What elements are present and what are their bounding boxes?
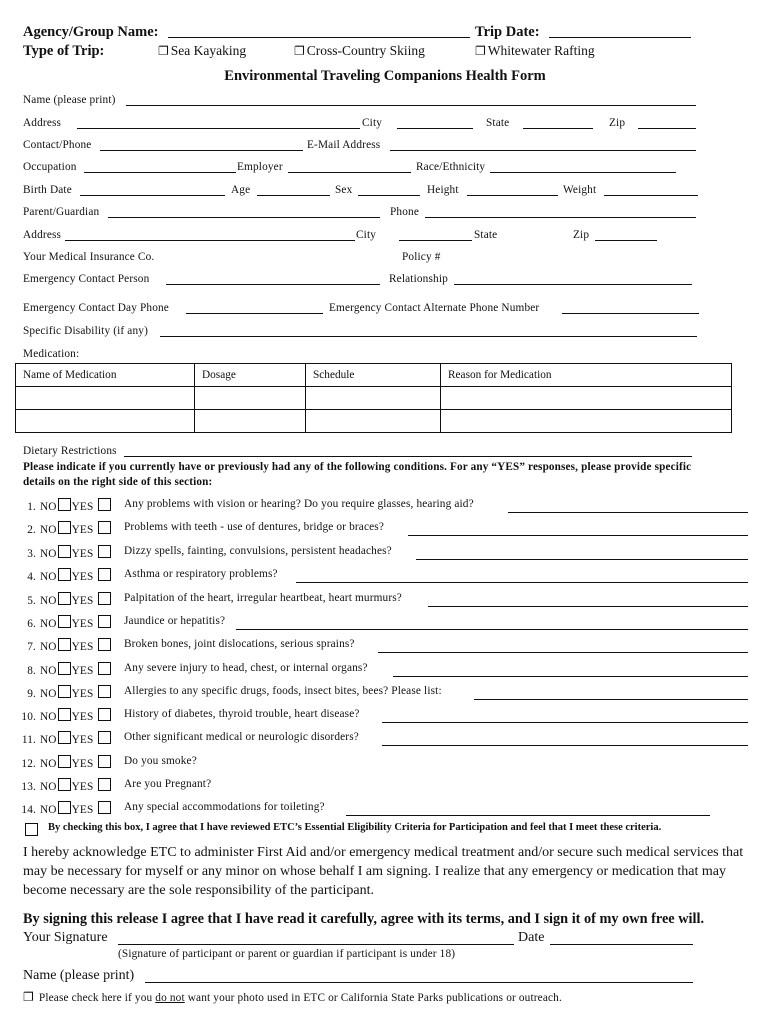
day-phone-field[interactable] — [186, 313, 323, 314]
parent-guardian-label: Parent/Guardian — [23, 206, 100, 218]
yes-label: YES — [71, 618, 94, 630]
question-number: 9. — [27, 688, 36, 700]
no-checkbox[interactable] — [58, 662, 71, 675]
condition-row — [18, 755, 112, 770]
no-checkbox[interactable] — [58, 708, 71, 721]
no-checkbox[interactable] — [58, 755, 71, 768]
emergency-contact-label: Emergency Contact Person — [23, 273, 150, 285]
condition-details-field[interactable] — [393, 676, 748, 677]
no-label: NO — [40, 524, 57, 536]
zip-label: Zip — [609, 117, 626, 129]
condition-question: Broken bones, joint dislocations, serious sprains? — [124, 638, 355, 650]
table-cell[interactable] — [195, 387, 306, 410]
eligibility-statement: By checking this box, I agree that I have reviewed ETC’s Essential Eligibility Criteria for Participation and feel that I meet these criteria. — [48, 822, 662, 833]
relationship-label: Relationship — [389, 273, 448, 285]
no-checkbox[interactable] — [58, 638, 71, 651]
condition-row — [18, 498, 112, 513]
checkbox-icon: ❐ — [158, 44, 169, 58]
yes-checkbox[interactable] — [98, 778, 111, 791]
sex-field[interactable] — [358, 195, 420, 196]
table-row — [16, 387, 732, 410]
no-checkbox[interactable] — [58, 615, 71, 628]
page-title: Environmental Traveling Companions Health Form — [224, 68, 546, 84]
signature-note: (Signature of participant or parent or guardian if participant is under 18) — [118, 948, 456, 960]
no-label: NO — [40, 618, 57, 630]
condition-question: Any problems with vision or hearing? Do you require glasses, hearing aid? — [124, 498, 474, 510]
condition-details-field[interactable] — [236, 629, 748, 630]
occupation-field[interactable] — [84, 172, 236, 173]
question-number: 5. — [27, 595, 36, 607]
question-number: 13. — [21, 781, 36, 793]
relationship-field[interactable] — [454, 284, 692, 285]
zip2-field[interactable] — [595, 240, 657, 241]
medication-label: Medication: — [23, 348, 80, 360]
yes-checkbox[interactable] — [98, 731, 111, 744]
phone-field[interactable] — [425, 217, 696, 218]
col-header-dosage: Dosage — [195, 364, 306, 387]
question-number: 6. — [27, 618, 36, 630]
no-checkbox[interactable] — [58, 801, 71, 814]
condition-row — [18, 568, 112, 583]
yes-checkbox[interactable] — [98, 615, 111, 628]
condition-question: Any special accommodations for toileting? — [124, 801, 325, 813]
date-label: Date — [518, 930, 545, 945]
birth-date-field[interactable] — [80, 195, 225, 196]
no-label: NO — [40, 571, 57, 583]
dietary-field[interactable] — [124, 456, 692, 457]
city2-field[interactable] — [399, 240, 472, 241]
no-label: NO — [40, 734, 57, 746]
condition-question: Any severe injury to head, chest, or internal organs? — [124, 662, 368, 674]
condition-row — [18, 545, 112, 560]
question-number: 1. — [27, 501, 36, 513]
yes-checkbox[interactable] — [98, 568, 111, 581]
no-label: NO — [40, 641, 57, 653]
yes-label: YES — [71, 804, 94, 816]
table-cell[interactable] — [16, 410, 195, 433]
address2-field[interactable] — [65, 240, 355, 241]
yes-label: YES — [71, 641, 94, 653]
no-checkbox[interactable] — [58, 778, 71, 791]
condition-row — [18, 685, 112, 700]
condition-details-field[interactable] — [508, 512, 748, 513]
condition-row — [18, 592, 112, 607]
question-number: 12. — [21, 758, 36, 770]
eligibility-checkbox[interactable] — [25, 822, 38, 840]
no-label: NO — [40, 501, 57, 513]
condition-question: Palpitation of the heart, irregular heartbeat, heart murmurs? — [124, 592, 402, 604]
yes-checkbox[interactable] — [98, 498, 111, 511]
condition-question: Are you Pregnant? — [124, 778, 212, 790]
disability-field[interactable] — [160, 336, 697, 337]
condition-row — [18, 778, 112, 793]
no-label: NO — [40, 595, 57, 607]
condition-question: Dizzy spells, fainting, convulsions, persistent headaches? — [124, 545, 392, 557]
email-label: E-Mail Address — [307, 139, 381, 151]
condition-details-field[interactable] — [296, 582, 748, 583]
photo-optout-do-not: do not — [155, 992, 185, 1004]
trip-option-cross-country-skiing[interactable]: ❐ Cross-Country Skiing — [294, 43, 425, 58]
condition-row — [18, 801, 112, 816]
signature-label: Your Signature — [23, 930, 108, 945]
no-checkbox[interactable] — [58, 592, 71, 605]
question-number: 10. — [21, 711, 36, 723]
trip-date-field[interactable] — [549, 37, 691, 38]
parent-guardian-field[interactable] — [108, 217, 380, 218]
no-label: NO — [40, 804, 57, 816]
no-checkbox[interactable] — [58, 568, 71, 581]
employer-field[interactable] — [288, 172, 411, 173]
no-label: NO — [40, 781, 57, 793]
no-label: NO — [40, 758, 57, 770]
dietary-label: Dietary Restrictions — [23, 445, 117, 457]
insurance-label: Your Medical Insurance Co. — [23, 251, 155, 263]
yes-label: YES — [71, 758, 94, 770]
contact-phone-field[interactable] — [100, 150, 303, 151]
yes-label: YES — [71, 734, 94, 746]
condition-details-field[interactable] — [474, 699, 748, 700]
zip2-label: Zip — [573, 229, 590, 241]
city2-label: City — [356, 229, 377, 241]
disability-label: Specific Disability (if any) — [23, 325, 148, 337]
table-cell[interactable] — [306, 387, 441, 410]
yes-label: YES — [71, 524, 94, 536]
email-field[interactable] — [390, 150, 696, 151]
occupation-label: Occupation — [23, 161, 77, 173]
age-field[interactable] — [257, 195, 330, 196]
photo-optout-text-2: want your photo used in ETC or California State Parks publications or outreach. — [187, 992, 562, 1004]
employer-label: Employer — [237, 161, 283, 173]
agency-label: Agency/Group Name: — [23, 24, 159, 40]
print-name-label: Name (please print) — [23, 968, 135, 983]
question-number: 4. — [27, 571, 36, 583]
yes-label: YES — [71, 548, 94, 560]
yes-checkbox[interactable] — [98, 801, 111, 814]
condition-question: Jaundice or hepatitis? — [124, 615, 226, 627]
condition-details-field[interactable] — [416, 559, 748, 560]
address2-label: Address — [23, 229, 62, 241]
weight-field[interactable] — [604, 195, 698, 196]
condition-question: Allergies to any specific drugs, foods, insect bites, bees? Please list: — [124, 685, 442, 697]
table-cell[interactable] — [306, 410, 441, 433]
trip-date-label: Trip Date: — [475, 24, 540, 40]
date-field[interactable] — [550, 944, 693, 945]
no-label: NO — [40, 548, 57, 560]
table-cell[interactable] — [441, 410, 732, 433]
condition-question: Asthma or respiratory problems? — [124, 568, 278, 580]
condition-details-field[interactable] — [346, 815, 710, 816]
yes-label: YES — [71, 501, 94, 513]
contact-phone-label: Contact/Phone — [23, 139, 92, 151]
condition-details-field[interactable] — [382, 722, 748, 723]
zip-field[interactable] — [638, 128, 696, 129]
condition-row — [18, 731, 112, 746]
no-checkbox[interactable] — [58, 685, 71, 698]
yes-checkbox[interactable] — [98, 685, 111, 698]
col-header-name: Name of Medication — [16, 364, 195, 387]
condition-details-field[interactable] — [382, 745, 748, 746]
birth-date-label: Birth Date — [23, 184, 72, 196]
photo-optout-text-1: Please check here if you — [38, 992, 153, 1004]
alt-phone-label: Emergency Contact Alternate Phone Number — [329, 302, 540, 314]
col-header-schedule: Schedule — [306, 364, 441, 387]
release-statement: By signing this release I agree that I have read it carefully, agree with its terms, and I sign it of my own free will. — [23, 911, 705, 927]
yes-checkbox[interactable] — [98, 592, 111, 605]
signature-field[interactable] — [118, 944, 514, 945]
checkbox-icon: ❐ — [475, 44, 486, 58]
yes-checkbox[interactable] — [98, 755, 111, 768]
address-field[interactable] — [77, 128, 360, 129]
yes-checkbox[interactable] — [98, 638, 111, 651]
table-cell[interactable] — [16, 387, 195, 410]
condition-row — [18, 521, 112, 536]
condition-row — [18, 708, 112, 723]
state2-label: State — [474, 229, 498, 241]
condition-row — [18, 662, 112, 677]
yes-label: YES — [71, 665, 94, 677]
condition-question: History of diabetes, thyroid trouble, heart disease? — [124, 708, 360, 720]
no-checkbox[interactable] — [58, 498, 71, 511]
yes-checkbox[interactable] — [98, 545, 111, 558]
state-field[interactable] — [523, 128, 593, 129]
name-label: Name (please print) — [23, 94, 116, 106]
col-header-reason: Reason for Medication — [441, 364, 732, 387]
no-checkbox[interactable] — [58, 521, 71, 534]
table-cell[interactable] — [441, 387, 732, 410]
yes-checkbox[interactable] — [98, 521, 111, 534]
sex-label: Sex — [335, 184, 353, 196]
policy-label: Policy # — [402, 251, 441, 263]
name-field[interactable] — [126, 105, 696, 106]
no-label: NO — [40, 665, 57, 677]
condition-details-field[interactable] — [428, 606, 748, 607]
city-field[interactable] — [397, 128, 473, 129]
height-field[interactable] — [467, 195, 558, 196]
emergency-contact-field[interactable] — [166, 284, 380, 285]
phone-label: Phone — [390, 206, 419, 218]
no-checkbox[interactable] — [58, 731, 71, 744]
age-label: Age — [231, 184, 251, 196]
table-row — [16, 410, 732, 433]
city-label: City — [362, 117, 383, 129]
table-cell[interactable] — [195, 410, 306, 433]
medication-table — [15, 363, 732, 433]
question-number: 8. — [27, 665, 36, 677]
question-number: 14. — [21, 804, 36, 816]
print-name-field[interactable] — [145, 982, 693, 983]
checkbox-icon: ❐ — [23, 990, 34, 1004]
question-number: 11. — [21, 734, 36, 746]
photo-optout[interactable] — [23, 990, 562, 1005]
no-label: NO — [40, 688, 57, 700]
condition-details-field[interactable] — [408, 535, 748, 536]
condition-question: Do you smoke? — [124, 755, 197, 767]
race-label: Race/Ethnicity — [416, 161, 486, 173]
trip-option-whitewater-rafting[interactable]: ❐ Whitewater Rafting — [475, 43, 595, 58]
address-label: Address — [23, 117, 62, 129]
yes-label: YES — [71, 688, 94, 700]
yes-label: YES — [71, 571, 94, 583]
day-phone-label: Emergency Contact Day Phone — [23, 302, 169, 314]
condition-row — [18, 615, 112, 630]
race-field[interactable] — [490, 172, 676, 173]
agency-name-field[interactable] — [168, 37, 470, 38]
no-checkbox[interactable] — [58, 545, 71, 558]
condition-row — [18, 638, 112, 653]
no-label: NO — [40, 711, 57, 723]
question-number: 2. — [27, 524, 36, 536]
weight-label: Weight — [563, 184, 597, 196]
trip-option-sea-kayaking[interactable]: ❐ Sea Kayaking — [158, 43, 247, 58]
yes-label: YES — [71, 781, 94, 793]
yes-label: YES — [71, 595, 94, 607]
table-header-row — [16, 364, 732, 387]
condition-details-field[interactable] — [378, 652, 748, 653]
state-label: State — [486, 117, 510, 129]
question-number: 3. — [27, 548, 36, 560]
alt-phone-field[interactable] — [562, 313, 699, 314]
yes-checkbox[interactable] — [98, 708, 111, 721]
yes-label: YES — [71, 711, 94, 723]
yes-checkbox[interactable] — [98, 662, 111, 675]
trip-type-label: Type of Trip: — [23, 43, 105, 59]
condition-question: Other significant medical or neurologic disorders? — [124, 731, 359, 743]
question-number: 7. — [27, 641, 36, 653]
acknowledgement-paragraph: I hereby acknowledge ETC to administer First Aid and/or emergency medical treatment and/or secure such medical services that may be necessary for myself or any minor on whose behalf I am signing. I realize that any emergency or medication that may become necessary are the sole responsibility of the participant. — [23, 845, 744, 898]
condition-question: Problems with teeth - use of dentures, bridge or braces? — [124, 521, 384, 533]
height-label: Height — [427, 184, 459, 196]
conditions-instructions: Please indicate if you currently have or previously had any of the following conditions. For any “YES” responses, please provide specific details on the right side of this section: — [23, 461, 692, 488]
checkbox-icon: ❐ — [294, 44, 305, 58]
